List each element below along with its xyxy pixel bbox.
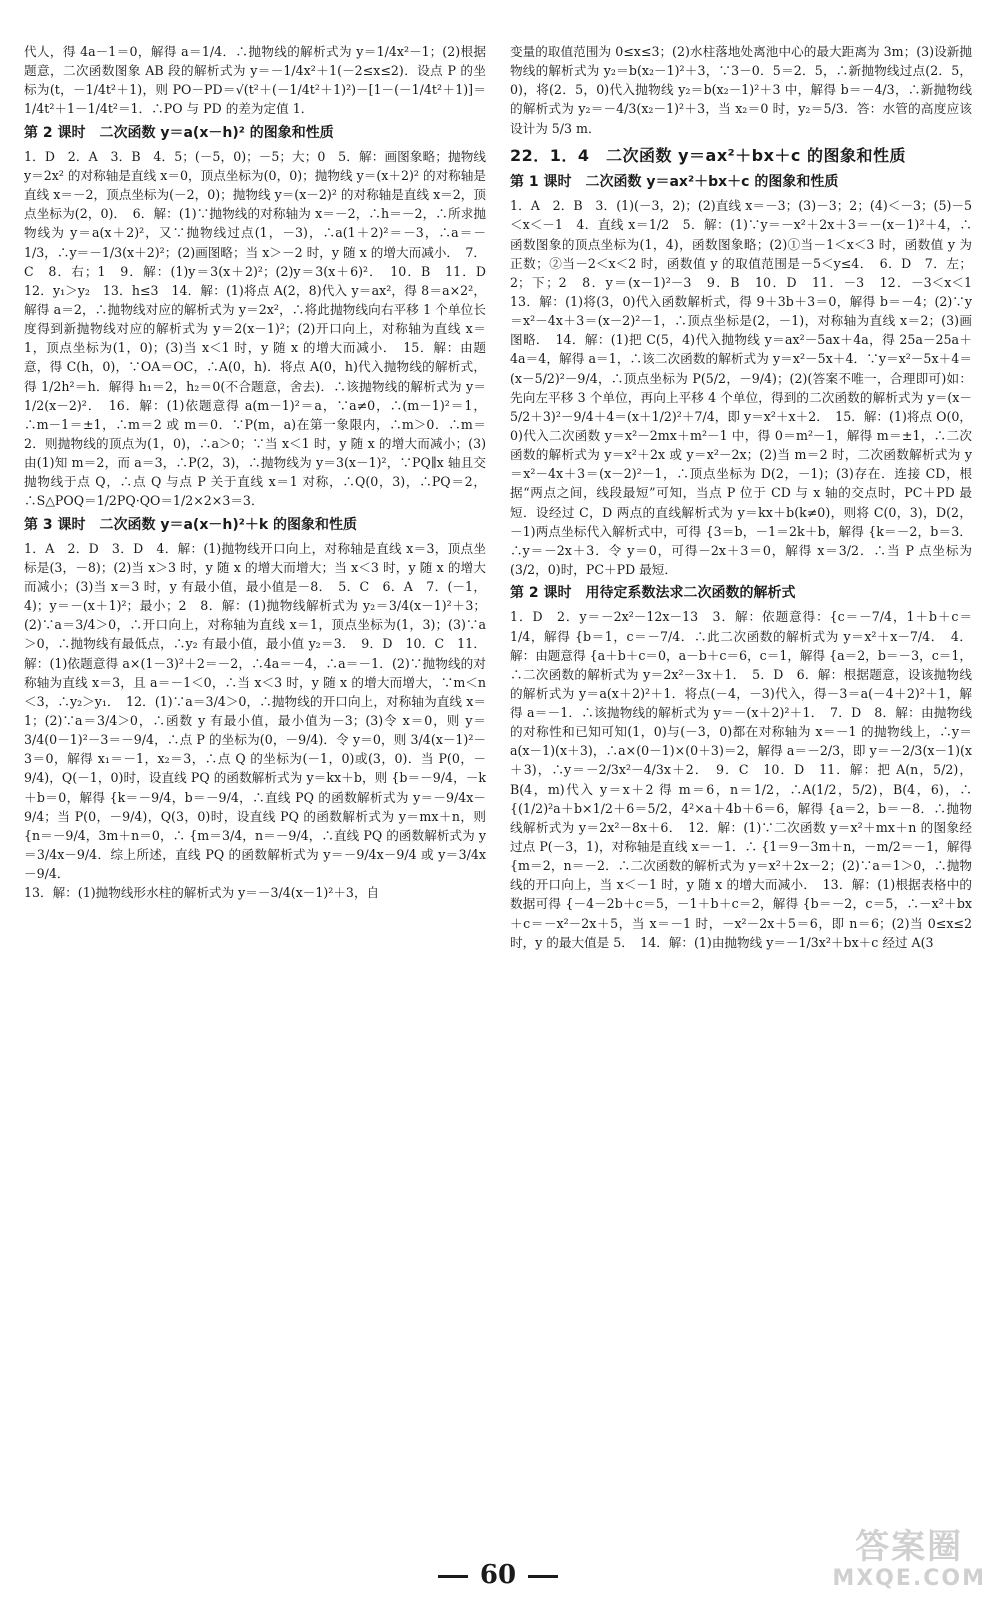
- lesson-title: 第 2 课时 二次函数 y＝a(x－h)² 的图象和性质: [24, 124, 334, 141]
- lesson-title: 第 2 课时 用待定系数法求二次函数的解析式: [510, 585, 796, 602]
- page-number-dash-left: [438, 1575, 468, 1578]
- answer-text: 1．A 2．B 3．(1)(－3，2)；(2)直线 x＝－3；(3)－3；2；(4)＜－3；(5)－5＜x＜－1 4．直线 x＝1/2 5．解：(1)∵y＝－x²＋2x＋3＝－(x－1)²＋4，∴函数图象的顶点坐标为(1，4)，函数图象略；(2)①当－1＜x＜3 时，函数值 y 为正数；②当－2＜x＜2 时，函数值 y 的取值范围是－5＜y≤4． 6．D 7．左；2；下；2 8．y＝(x－1)²－3 9．B 10．D 11．－3 12．－3＜x＜1 13．解：(1)将(3，0)代入函数解析式，得 9＋3b＋3＝0，解得 b＝－4；(2)∵y＝x²－4x＋3＝(x－2)²－1，∴顶点坐标是(2，－1)，对称轴为直线 x＝2；(3)画图略． 14．解：(1)把 C(5，4)代入抛物线 y＝ax²－5ax＋4a，得 25a－25a＋4a＝4，解得 a＝1，∴该二次函数的解析式为 y＝x²－5x＋4．∵y＝x²－5x＋4＝(x－5/2)²－9/4，∴顶点坐标为 P(5/2，－9/4)；(2)(答案不唯一，合理即可)如：先向左平移 3 个单位，再向上平移 4 个单位，得到的二次函数的解析式为 y＝(x－5/2＋3)²－9/4＋4＝(x＋1/2)²＋7/4，即 y＝x²＋x＋2． 15．解：(1)将点 O(0，0)代入二次函数 y＝x²－2mx＋m²－1 中，得 0＝m²－1，解得 m＝±1，∴二次函数的解析式为 y＝x²＋2x 或 y＝x²－2x；(2)当 m＝2 时，二次函数解析式为 y＝x²－4x＋3＝(x－2)²－1，∴顶点坐标为 D(2，－1)；(3)存在．连接 CD，根据“两点之间，线段最短”可知，当点 P 位于 CD 与 x 轴的交点时，PC＋PD 最短．设经过 C，D 两点的直线解析式为 y＝kx＋b(k≠0)，则将 C(0，3)，D(2，－1)两点坐标代入解析式中，可得 {3＝b，－1＝2k＋b，解得 {k＝－2，b＝3．∴y＝－2x＋3．令 y＝0，可得－2x＋3＝0，解得 x＝3/2．∴当 P 点坐标为(3/2，0)时，PC＋PD 最短．: [510, 198, 985, 577]
- answer-text: 13．解：(1)抛物线形水柱的解析式为 y＝－3/4(x－1)²＋3，自: [24, 885, 380, 901]
- page-number-dash-right: [528, 1575, 558, 1578]
- left-column: [24, 42, 499, 1540]
- watermark: [832, 1529, 986, 1591]
- answer-text: 1．A 2．D 3．D 4．解：(1)抛物线开口向上，对称轴是直线 x＝3，顶点坐标是(3，－8)；(2)当 x＞3 时，y 随 x 的增大而增大；当 x＜3 时，y 随 x 的增大而减小；(3)当 x＝3 时，y 有最小值，最小值是－8． 5．C 6．A 7．(－1，4)；y＝－(x＋1)²；最小；2 8．解：(1)抛物线解析式为 y₂＝3/4(x－1)²＋3；(2)∵a＝3/4＞0，∴开口向上，对称轴为直线 x＝1，顶点坐标为(1，3)；(3)∵a＞0，∴抛物线有最低点，∴y₂ 有最小值，最小值 y₂＝3． 9．D 10．C 11．解：(1)依题意得 a×(1－3)²＋2＝－2，∴4a＝－4，∴a＝－1．(2)∵抛物线的对称轴为直线 x＝3，且 a＝－1＜0，∴当 x＜3 时，y 随 x 的增大而增大，∵m＜n＜3，∴y₂＞y₁． 12．(1)∵a＝3/4＞0，∴抛物线的开口向上，对称轴为直线 x＝1；(2)∵a＝3/4＞0，∴函数 y 有最小值，最小值为－3；(3)令 x＝0，则 y＝3/4(0－1)²－3＝－9/4，∴点 P 的坐标为(0，－9/4)．令 y＝0，则 3/4(x－1)²－3＝0，解得 x₁＝－1，x₂＝3，∴点 Q 的坐标为(－1，0)或(3，0)．当 P(0，－9/4)，Q(－1，0)时，设直线 PQ 的函数解析式为 y＝kx＋b，则 {b＝－9/4，－k＋b＝0，解得 {k＝－9/4，b＝－9/4，∴直线 PQ 的函数解析式为 y＝－9/4x－9/4；当 P(0，－9/4)，Q(3，0)时，设直线 PQ 的函数解析式为 y＝mx＋n，则 {n＝－9/4，3m＋n＝0，∴ {m＝3/4，n＝－9/4，∴直线 PQ 的函数解析式为 y＝3/4x－9/4．综上所述，直线 PQ 的函数解析式为 y＝－9/4x－9/4 或 y＝3/4x－9/4．: [24, 540, 486, 882]
- lesson-title: 第 1 课时 二次函数 y＝ax²＋bx＋c 的图象和性质: [510, 174, 839, 191]
- watermark-logo: 答案圈: [855, 1527, 964, 1568]
- page-number-value: 60: [479, 1560, 517, 1590]
- section-title: 22．1．4 二次函数 y＝ax²＋bx＋c 的图象和性质: [510, 145, 906, 165]
- watermark-url: MXQE.COM: [832, 1565, 986, 1591]
- answer-text: 1．D 2．y＝－2x²－12x－13 3．解：依题意得：{c＝－7/4，1＋b＋c＝1/4，解得 {b＝1，c＝－7/4．∴此二次函数的解析式为 y＝x²＋x－7/4． 4．解：由题意得 {a＋b＋c＝0，a－b＋c＝6，c＝1，解得 {a＝2，b＝－3，c＝1，∴二次函数的解析式为 y＝2x²－3x＋1． 5．D 6．解：根据题意，设该抛物线的解析式为 y＝a(x＋2)²＋1．将点(－4，－3)代入，得－3＝a(－4＋2)²＋1，解得 a＝－1．∴该抛物线的解析式为 y＝－(x＋2)²＋1． 7．D 8．解：由抛物线的对称性和已知可知(1，0)与(－3，0)都在对称轴为 x＝－1 的抛物线上，∴y＝a(x－1)(x＋3)，∴a×(0－1)×(0＋3)＝2，解得 a＝－2/3，即 y＝－2/3(x－1)(x＋3)，∴y＝－2/3x²－4/3x＋2． 9．C 10．D 11．解：把 A(n，5/2)，B(4，m)代入 y＝x＋2 得 m＝6，n＝1/2，∴A(1/2，5/2)，B(4，6)，∴ {(1/2)²a＋b×1/2＋6＝5/2，4²×a＋4b＋6＝6，解得 {a＝2，b＝－8．∴抛物线解析式为 y＝2x²－8x＋6． 12．解：(1)∵二次函数 y＝x²＋mx＋n 的图象经过点 P(－3，1)，对称轴是直线 x＝－1．∴ {1＝9－3m＋n，－m/2＝－1，解得 {m＝2，n＝－2．∴二次函数的解析式为 y＝x²＋2x－2；(2)∵a＝1＞0，∴抛物线的开口向上，当 x＜－1 时，y 随 x 的增大而减小． 13．解：(1)根据表格中的数据可得 {－4－2b＋c＝5，－1＋b＋c＝2，解得 {b＝－2，c＝5，∴－x²＋bx＋c＝－x²－2x＋5，当 x＝－1 时，－x²－2x＋5＝6，即 n＝6；(2)当 0≤x≤2 时，y 的最大值是 5． 14．解：(1)由抛物线 y＝－1/3x²＋bx＋c 经过 A(3: [510, 609, 972, 950]
- answer-text: 1．D 2．A 3．B 4．5；(－5，0)；－5；大；0 5．解：画图象略；抛物线 y＝2x² 的对称轴是直线 x＝0，顶点坐标为(0，0)；抛物线 y＝(x＋2)² 的对称轴是直线 x＝－2，顶点坐标为(－2，0)；抛物线 y＝(x－2)² 的对称轴是直线 x＝2，顶点坐标为(2，0)． 6．解：(1)∵抛物线的对称轴为 x＝－2，∴h＝－2，∴所求抛物线为 y＝a(x＋2)²，又∵抛物线过点(1，－3)，∴a(1＋2)²＝－3，∴a＝－1/3，∴y＝－1/3(x＋2)²；(2)画图略；当 x＞－2 时，y 随 x 的增大而减小． 7．C 8．右；1 9．解：(1)y＝3(x＋2)²；(2)y＝3(x＋6)²． 10．B 11．D 12．y₁＞y₂ 13．h≤3 14．解：(1)将点 A(2，8)代入 y＝ax²，得 8＝a×2²，解得 a＝2，∴抛物线对应的解析式为 y＝2x²，∴将此抛物线向右平移 1 个单位长度得到新抛物线对应的解析式为 y＝2(x－1)²；(2)开口向上，对称轴为直线 x＝1，顶点坐标为(1，0)；(3)当 x＜1 时，y 随 x 的增大而减小． 15．解：由题意，得 C(h，0)，∵OA＝OC，∴A(0，h)．将点 A(0，h)代入抛物线的解析式，得 1/2h²＝h．解得 h₁＝2，h₂＝0(不合题意，舍去)．∴该抛物线的解析式为 y＝1/2(x－2)²． 16．解：(1)依题意得 a(m－1)²＝a，∵a≠0，∴(m－1)²＝1，∴m－1＝±1，∴m＝2 或 m＝0．∵P(m，a)在第一象限内，∴m＞0．∴m＝2．则抛物线的顶点为(1，0)，∴a＞0；∵当 x＜1 时，y 随 x 的增大而减小；(3)由(1)知 m＝2，而 a＝3，∴P(2，3)，∴抛物线为 y＝3(x－1)²，∵PQ∥x 轴且交抛物线于点 Q，∴点 Q 与点 P 关于直线 x＝1 对称，∴Q(0，3)，∴PQ＝2，∴S△POQ＝1/2PQ·QO＝1/2×2×3＝3．: [24, 148, 499, 509]
- answer-text: 变量的取值范围为 0≤x≤3；(2)水柱落地处离池中心的最大距离为 3m；(3)设新抛物线的解析式为 y₂＝b(x₂－1)²＋3，∵3－0．5＝2．5，∴新抛物线过点(2．5，0)，将(2．5，0)代入抛物线 y₂＝b(x₂－1)²＋3 中，解得 b＝－4/3，∴新抛物线的解析式为 y₂＝－4/3(x₂－1)²＋3，当 x₂＝0 时，y₂＝5/3．答：水管的高度应该设计为 5/3 m．: [510, 44, 972, 136]
- answer-text: 代人，得 4a－1＝0，解得 a＝1/4．∴抛物线的解析式为 y＝1/4x²－1；(2)根据题意，二次函数图象 AB 段的解析式为 y＝－1/4x²＋1(－2≤x≤2)．设点 P 的坐标为(t，－1/4t²＋1)，则 PO－PD＝√(t²＋(－1/4t²＋1)²)－[1－(－1/4t²＋1)]＝1/4t²＋1－1/4t²＝1．∴PO 与 PD 的差为定值 1．: [24, 44, 486, 117]
- lesson-title: 第 3 课时 二次函数 y＝a(x－h)²＋k 的图象和性质: [24, 516, 358, 533]
- right-column: [510, 42, 985, 1540]
